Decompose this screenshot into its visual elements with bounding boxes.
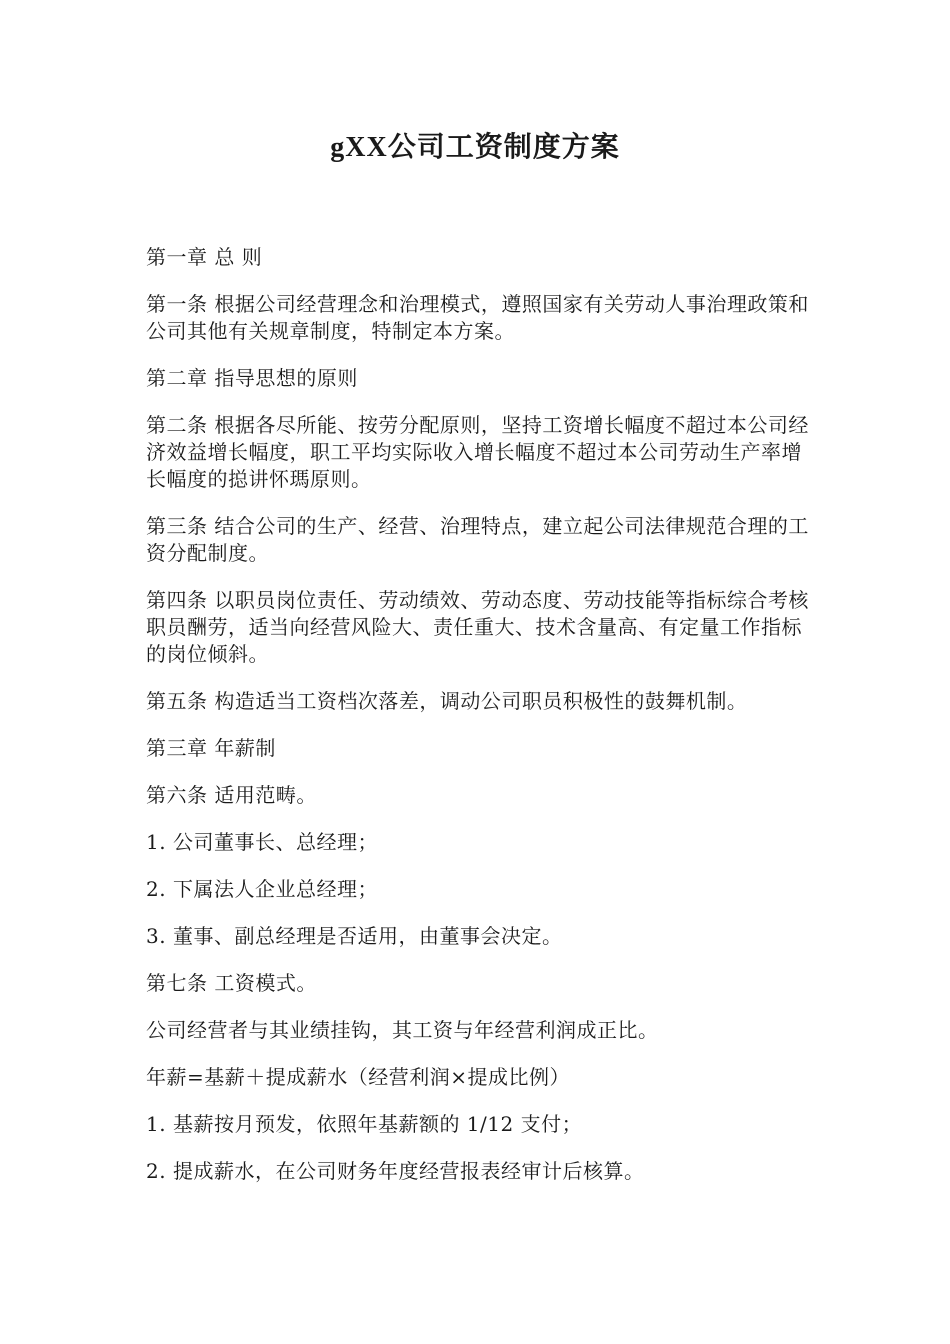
list-item: 3. 董事、副总经理是否适用，由董事会决定。 [146,924,563,948]
formula-paragraph: 年薪=基薪＋提成薪水（经营利润×提成比例） [146,1065,571,1089]
article-paragraph: 第七条 工资模式。 [146,971,317,995]
article-paragraph: 第四条 以职员岗位责任、劳动绩效、劳动态度、劳动技能等指标综合考核职员酬劳，适当向经营风险大、责任重大、技术含量高、有定量工作指标的岗位倾斜。 [146,588,809,666]
document-body [146,244,811,1205]
article-paragraph: 第三条 结合公司的生产、经营、治理特点，建立起公司法律规范合理的工资分配制度。 [146,514,809,565]
body-paragraph: 公司经营者与其业绩挂钩，其工资与年经营利润成正比。 [146,1018,659,1042]
article-paragraph: 第一条 根据公司经营理念和治理模式，遵照国家有关劳动人事治理政策和公司其他有关规章制度，特制定本方案。 [146,292,809,343]
list-item: 1. 基薪按月预发，依照年基薪额的 1/12 支付； [146,1112,583,1136]
list-item: 2. 下属法人企业总经理； [146,877,378,901]
chapter-heading: 第三章 年薪制 [146,736,276,760]
article-paragraph: 第六条 适用范畴。 [146,783,317,807]
chapter-heading: 第一章 总 则 [146,245,263,269]
list-item: 1. 公司董事长、总经理； [146,830,378,854]
article-paragraph: 第二条 根据各尽所能、按劳分配原则，坚持工资增长幅度不超过本公司经济效益增长幅度，职工平均实际收入增长幅度不超过本公司劳动生产率增长幅度的搃讲怀瑪原则。 [146,413,809,491]
article-paragraph: 第五条 构造适当工资档次落差，调动公司职员积极性的鼓舞机制。 [146,689,748,713]
list-item: 2. 提成薪水，在公司财务年度经营报表经审计后核算。 [146,1159,645,1183]
document-title: gXX公司工资制度方案 [330,132,620,163]
chapter-heading: 第二章 指导思想的原则 [146,366,358,390]
